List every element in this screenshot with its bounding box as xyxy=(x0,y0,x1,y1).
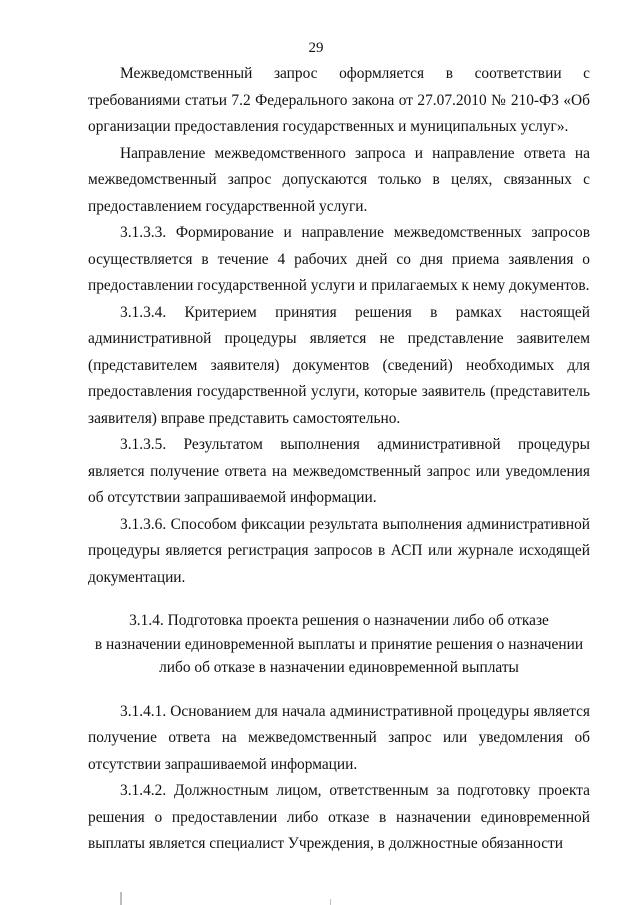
paragraph-3-1-4-1: 3.1.4.1. Основанием для начала административной процедуры является получение ответа на межведомственный запрос или уведомления об отсутствии запрашиваемой информации. xyxy=(88,702,590,773)
paragraph-interagency-request-format: Межведомственный запрос оформляется в соответствии с требованиями статьи 7.2 Федерального закона от 27.07.2010 № 210-ФЗ «Об организации предоставления государственных и муниципальных услуг». xyxy=(88,65,590,135)
heading-line: либо об отказе в назначении единовременной выплаты xyxy=(159,659,519,676)
heading-line: 3.1.4. Подготовка проекта решения о назначении либо об отказе xyxy=(129,612,549,629)
section-heading-3-1-4 xyxy=(88,609,590,680)
scan-artifact xyxy=(330,899,331,905)
scan-artifact xyxy=(120,892,122,905)
paragraph-3-1-3-5: 3.1.3.5. Результатом выполнения административной процедуры является получение ответа на межведомственный запрос или уведомления об отсутствии запрашиваемой информации. xyxy=(88,436,590,506)
paragraph-request-purpose: Направление межведомственного запроса и направление ответа на межведомственный запрос допускаются только в целях, связанных с предоставлением государственной услуги. xyxy=(88,144,590,215)
paragraph-3-1-4-2: 3.1.4.2. Должностным лицом, ответственным за подготовку проекта решения о предоставлении либо отказе в назначении единовременной выплаты является специалист Учреждения, в должностные обязанности xyxy=(88,782,590,852)
paragraph-3-1-3-3: 3.1.3.3. Формирование и направление межведомственных запросов осуществляется в течение 4 рабочих дней со дня приема заявления о предоставлении государственной услуги и прилагаемых к нему документов. xyxy=(88,224,590,294)
paragraph-3-1-3-4: 3.1.3.4. Критерием принятия решения в рамках настоящей административной процедуры является не представление заявителем (представителем заявителя) документов (сведений) необходимых для предоставления государственной услуги, которые заявитель (представитель заявителя) вправе представить самостоятельно. xyxy=(88,303,590,427)
document-body xyxy=(88,61,590,858)
page-number: 29 xyxy=(308,40,324,56)
heading-line: в назначении единовременной выплаты и принятие решения о назначении xyxy=(94,635,584,653)
paragraph-3-1-3-6: 3.1.3.6. Способом фиксации результата выполнения административной процедуры является регистрация запросов в АСП или журнале исходящей документации. xyxy=(88,515,590,586)
